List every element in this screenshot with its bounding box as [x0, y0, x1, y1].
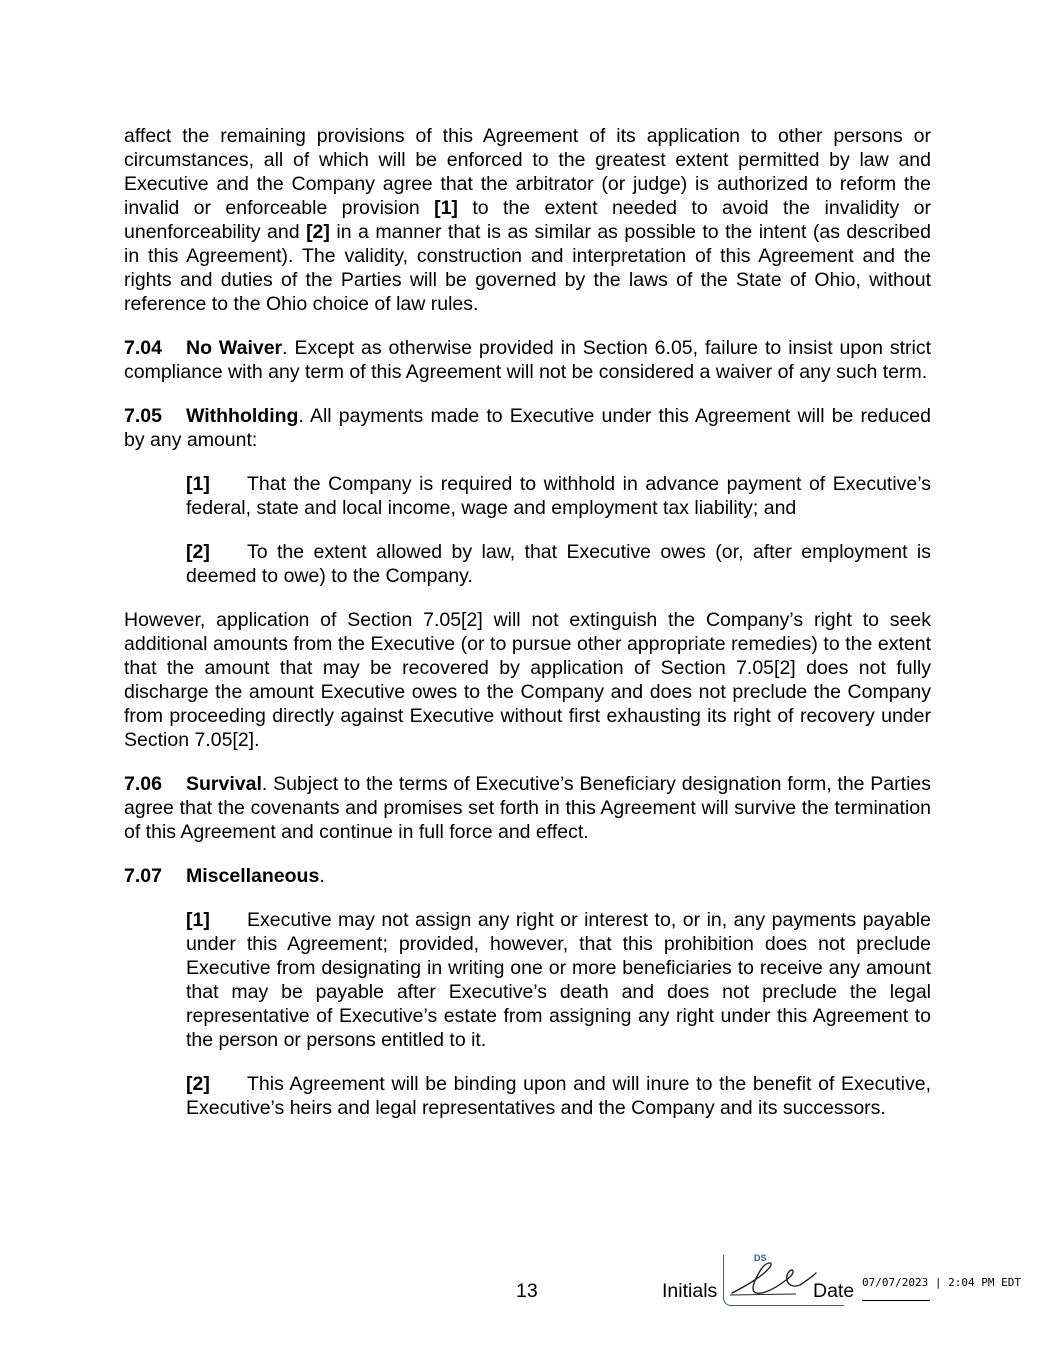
initials-label: Initials: [662, 1280, 718, 1302]
paragraph-text: in a manner that is as similar as possible to the intent (as described in this Agreement). The validity, construction and interpretation of this Agreement and the rights and duties of the Parties will be governed by the laws of the State of Ohio, without reference to the Ohio choice of law rules.: [124, 221, 931, 315]
date-value: 07/07/2023 | 2:04 PM EDT: [862, 1276, 1021, 1289]
section-text: . Except as otherwise provided in Section 6.05, failure to insist upon strict compliance with any term of this Agreement will not be considered a waiver of any such term.: [124, 337, 931, 383]
item-text: That the Company is required to withhold in advance payment of Executive’s federal, state and local income, wage and employment tax liability; and: [186, 473, 931, 519]
initials-signature-icon: [726, 1255, 822, 1301]
paragraph-continuation: [124, 124, 931, 316]
section-7-05: [124, 404, 931, 452]
section-title: Survival: [186, 773, 262, 795]
section-7-07: [124, 864, 931, 888]
item-text: This Agreement will be binding upon and will inure to the benefit of Executive, Executive’s heirs and legal representatives and the Company and its successors.: [186, 1073, 931, 1119]
clause-label: [1]: [434, 197, 458, 219]
section-number: 7.06: [124, 773, 162, 795]
section-title: No Waiver: [186, 337, 283, 359]
docusign-tag: DS: [754, 1253, 767, 1263]
list-item: [186, 540, 931, 588]
clause-label: [2]: [306, 221, 330, 243]
list-item: [186, 908, 931, 1052]
page-number: 13: [516, 1280, 538, 1302]
section-text: .: [319, 865, 325, 887]
item-label: [2]: [186, 541, 210, 563]
section-text: . All payments made to Executive under this Agreement will be reduced by any amount:: [124, 405, 931, 451]
paragraph-text: affect the remaining provisions of this Agreement of its application to other persons or circumstances, all of which will be enforced to the greatest extent permitted by law and Executive and the Company agree that the arbitrator (or judge) is authorized to reform the invalid or enforceable provision: [124, 125, 931, 219]
section-number: 7.05: [124, 405, 162, 427]
item-label: [2]: [186, 1073, 210, 1095]
page-footer: [0, 1253, 1055, 1320]
section-number: 7.04: [124, 337, 162, 359]
date-label: Date: [813, 1280, 855, 1302]
item-text: To the extent allowed by law, that Executive owes (or, after employment is deemed to owe) to the Company.: [186, 541, 931, 587]
item-label: [1]: [186, 909, 210, 931]
section-title: Miscellaneous: [186, 865, 320, 887]
document-body: [124, 124, 931, 1140]
section-title: Withholding: [186, 405, 299, 427]
item-label: [1]: [186, 473, 210, 495]
section-7-06: [124, 772, 931, 844]
section-7-04: [124, 336, 931, 384]
paragraph-text: to the extent needed to avoid the invalidity or unenforceability and: [124, 197, 932, 243]
item-text: Executive may not assign any right or interest to, or in, any payments payable under this Agreement; provided, however, that this prohibition does not preclude Executive from designating in writing one or more beneficiaries to receive any amount that may be payable after Executive’s death and does not preclude the legal representative of Executive’s estate from assigning any right under this Agreement to the person or persons entitled to it.: [186, 909, 931, 1051]
section-7-05-followup: However, application of Section 7.05[2] will not extinguish the Company’s right to seek additional amounts from the Executive (or to pursue other appropriate remedies) to the extent that the amount that may be recovered by application of Section 7.05[2] does not fully discharge the amount Executive owes to the Company and does not preclude the Company from proceeding directly against Executive without first exhausting its right of recovery under Section 7.05[2].: [124, 609, 931, 751]
list-item: [186, 1072, 931, 1120]
list-item: [186, 472, 931, 520]
section-text: . Subject to the terms of Executive’s Beneficiary designation form, the Parties agree that the covenants and promises set forth in this Agreement will survive the termination of this Agreement and continue in full force and effect.: [124, 773, 931, 843]
section-number: 7.07: [124, 865, 162, 887]
date-underline: [862, 1300, 930, 1301]
